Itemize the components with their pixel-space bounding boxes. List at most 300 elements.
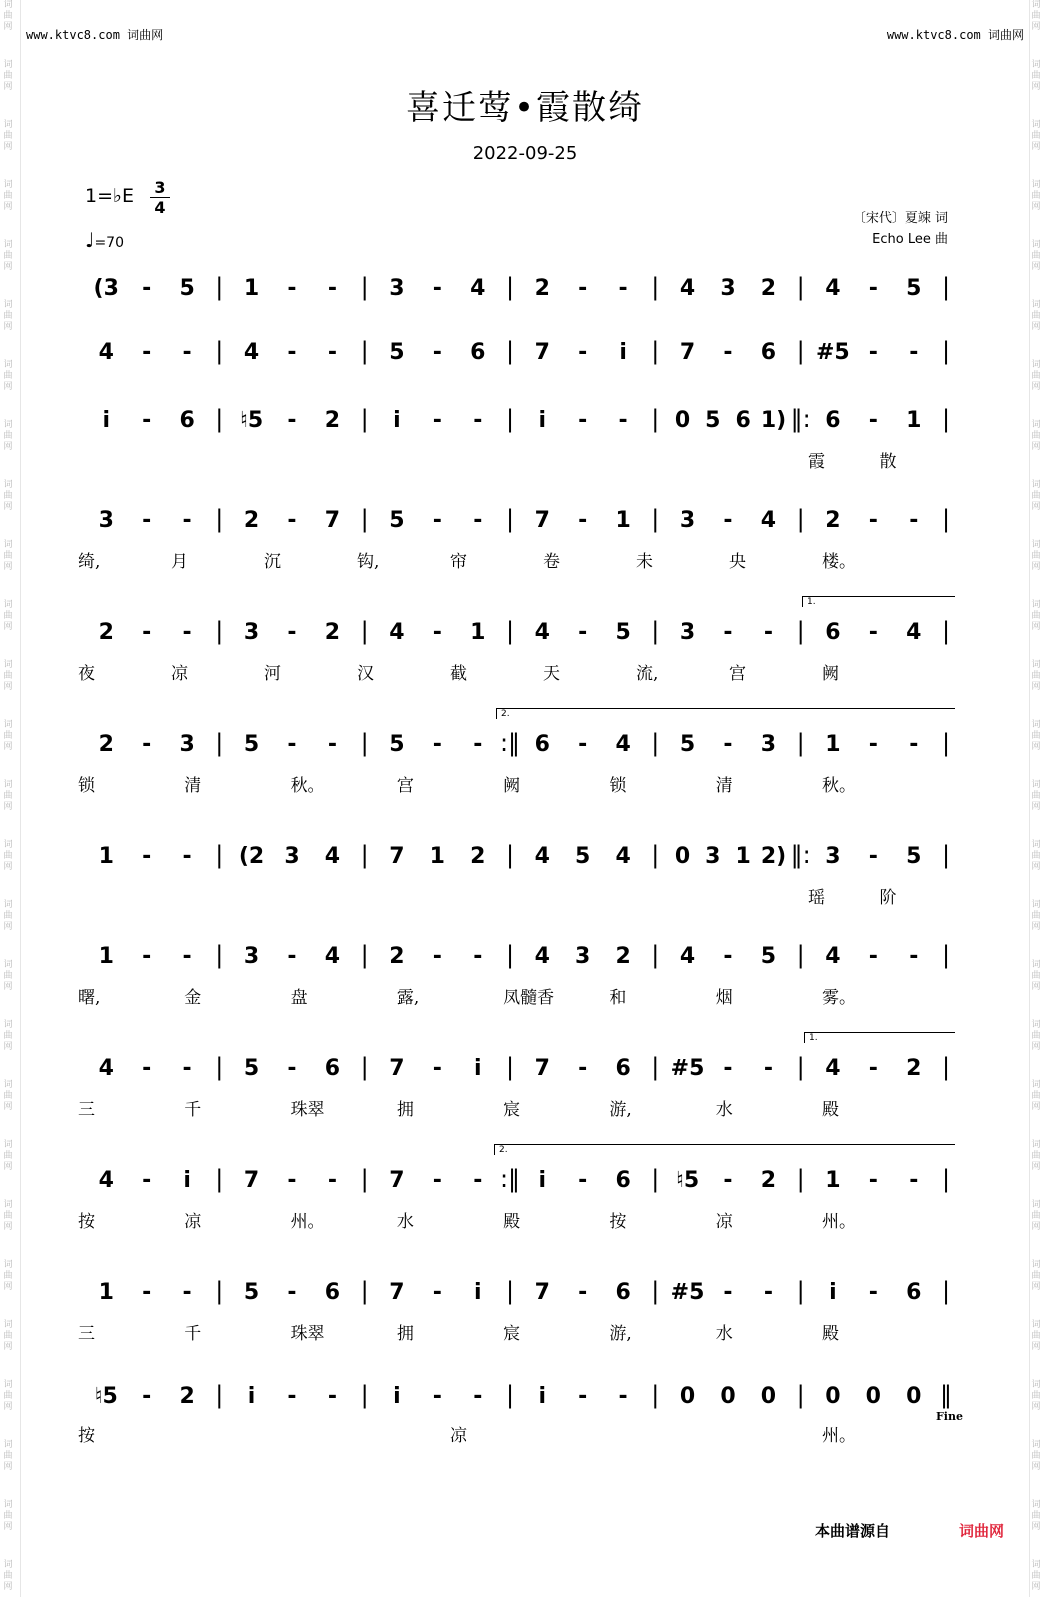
note: 1 (429, 844, 445, 869)
score-line (78, 332, 950, 382)
watermark-glyphs: 词 曲 网 (3, 1140, 13, 1172)
barline: :‖ (499, 729, 521, 757)
lyric-word: 卷 (543, 552, 560, 572)
lyric-word: 凉 (715, 1212, 733, 1232)
note: 3 (679, 508, 696, 533)
note: 5 (705, 408, 721, 433)
note: 5 (389, 340, 405, 365)
note: 5 (760, 944, 777, 969)
lyric-word: 秋。 (290, 776, 325, 796)
note: 7 (389, 1280, 405, 1305)
note: - (868, 408, 878, 433)
watermark-glyphs: 词 曲 网 (1031, 900, 1041, 932)
note: - (473, 1384, 483, 1409)
note: 4 (760, 508, 777, 533)
barline: | (796, 273, 805, 301)
note: 4 (825, 1056, 841, 1081)
note: - (723, 1168, 733, 1193)
barline: | (505, 841, 515, 869)
note: - (142, 1384, 152, 1409)
note: - (723, 1056, 733, 1081)
watermark-glyphs: 词 曲 网 (1031, 780, 1041, 812)
tempo-marking (85, 228, 124, 252)
watermark-glyphs: 词 曲 网 (1031, 60, 1041, 92)
note: 2 (760, 1168, 777, 1193)
lyric-word: 按 (78, 1426, 95, 1446)
notation-svg (78, 332, 950, 382)
note: 7 (534, 340, 550, 365)
lyric-word: 凉 (450, 1426, 467, 1446)
note: - (432, 944, 442, 969)
watermark-glyphs: 词 曲 网 (3, 180, 13, 212)
note: 7 (534, 1056, 550, 1081)
note: (3 (93, 276, 119, 301)
lyric-word: 阙 (822, 664, 839, 684)
lyric-word: 清 (184, 776, 202, 796)
note: 6 (179, 408, 195, 433)
lyric-word: 锁 (78, 776, 95, 796)
lyric-word: 雾。 (822, 988, 856, 1008)
note: 4 (324, 844, 341, 869)
note: - (327, 1384, 338, 1409)
note: - (182, 340, 192, 365)
song-title: 喜迁莺•霞散绮 (405, 88, 645, 128)
score-line (78, 1376, 950, 1426)
note: 6 (825, 408, 841, 433)
lyric-line (78, 547, 950, 572)
note: - (868, 844, 878, 869)
note: 4 (98, 1168, 114, 1193)
note: 6 (615, 1168, 631, 1193)
barline: | (796, 1277, 805, 1305)
lyric-word: 清 (715, 776, 733, 796)
watermark-glyphs: 词 曲 网 (3, 960, 13, 992)
note: #5 (670, 1280, 705, 1305)
note: 2 (615, 944, 631, 969)
lyric-line (78, 983, 950, 1008)
watermark-glyphs: 词 曲 网 (1031, 300, 1041, 332)
note: - (868, 1168, 878, 1193)
note: - (909, 944, 919, 969)
watermark-glyphs: 词 曲 网 (1031, 480, 1041, 512)
watermark-glyphs: 词 曲 网 (1031, 1200, 1041, 1232)
lyric-word: 散 (879, 452, 897, 472)
lyric-word: 锁 (609, 776, 627, 796)
watermark-glyphs: 词 曲 网 (3, 900, 13, 932)
barline: | (215, 1277, 224, 1305)
watermark-glyphs: 词 曲 网 (1031, 600, 1041, 632)
watermark-glyphs: 词 曲 网 (1031, 1080, 1041, 1112)
lyric-word: 水 (715, 1324, 733, 1344)
note: 7 (243, 1168, 260, 1193)
barline: | (651, 273, 660, 301)
barline: | (651, 841, 660, 869)
barline: | (941, 729, 951, 757)
note: - (618, 408, 628, 433)
barline: ‖ (940, 1381, 952, 1409)
note: 3 (284, 844, 300, 869)
note: i (474, 1280, 482, 1305)
barline: | (941, 1165, 951, 1193)
note: - (142, 1280, 152, 1305)
note: 6 (760, 340, 777, 365)
note: 7 (534, 508, 550, 533)
note: 6 (534, 732, 550, 757)
barline: | (360, 941, 369, 969)
watermark-glyphs: 词 曲 网 (3, 120, 13, 152)
note: 2 (760, 276, 777, 301)
watermark-glyphs: 词 曲 网 (3, 0, 13, 32)
watermark-glyphs: 词 曲 网 (1031, 1560, 1041, 1592)
notation-svg (78, 268, 950, 318)
lyric-word: 凉 (171, 664, 188, 684)
note: i (393, 408, 401, 433)
note: 0 (906, 1384, 922, 1409)
barline: | (360, 1165, 369, 1193)
note: 5 (179, 276, 195, 301)
note: - (578, 276, 588, 301)
barline: | (796, 1165, 805, 1193)
watermark-glyphs: 词 曲 网 (1031, 1500, 1041, 1532)
watermark-glyphs: 词 曲 网 (1031, 240, 1041, 272)
note: - (868, 340, 878, 365)
note: 1 (98, 844, 114, 869)
note: - (287, 1168, 297, 1193)
barline: | (360, 273, 369, 301)
score-line (78, 400, 950, 450)
note: - (473, 944, 483, 969)
lyric-word: 露, (396, 988, 420, 1008)
watermark-glyphs: 词 曲 网 (3, 1440, 13, 1472)
header-watermark-right[interactable]: www.ktvc8.com 词曲网 (886, 28, 1024, 42)
note: 3 (705, 844, 721, 869)
barline: | (941, 505, 951, 533)
note: - (473, 508, 483, 533)
lyric-word: 阶 (879, 888, 897, 908)
note: 6 (615, 1056, 631, 1081)
lyric-word: 水 (715, 1100, 733, 1120)
barline: | (505, 505, 515, 533)
watermark-glyphs: 词 曲 网 (1031, 0, 1041, 32)
barline: | (505, 273, 515, 301)
barline: :‖ (499, 1165, 521, 1193)
lyric-word: 珠翠 (290, 1324, 325, 1344)
barline: | (360, 729, 369, 757)
barline: | (796, 505, 805, 533)
barline: | (941, 841, 951, 869)
watermark-glyphs: 词 曲 网 (1031, 960, 1041, 992)
note: 1) (760, 408, 787, 433)
lyric-word: 钩, (357, 552, 380, 572)
watermark-glyphs: 词 曲 网 (3, 1320, 13, 1352)
note: - (723, 944, 733, 969)
note: 0 (674, 408, 691, 433)
lyric-word: 和 (609, 988, 627, 1008)
lyric-word: 拥 (396, 1100, 414, 1120)
watermark-glyphs: 词 曲 网 (3, 1560, 13, 1592)
note: 6 (324, 1056, 341, 1081)
note: - (432, 1384, 442, 1409)
note: 4 (679, 276, 696, 301)
barline: | (796, 617, 805, 645)
note: 4 (389, 620, 405, 645)
lyric-word: 殿 (503, 1212, 521, 1232)
note: 7 (534, 1280, 550, 1305)
watermark-glyphs: 词 曲 网 (1031, 1140, 1041, 1172)
time-signature-numerator: 3 (150, 178, 170, 198)
barline: | (215, 1053, 224, 1081)
note: 1 (615, 508, 631, 533)
note: - (868, 944, 878, 969)
lyric-word: 水 (396, 1212, 414, 1232)
barline: | (796, 941, 805, 969)
note: - (142, 844, 152, 869)
lyric-word: 盘 (290, 988, 308, 1008)
lyric-word: 央 (729, 552, 746, 572)
note: 0 (825, 1384, 841, 1409)
lyric-word: 宸 (503, 1324, 521, 1344)
score-line (78, 1160, 950, 1210)
lyric-word: 宸 (503, 1100, 521, 1120)
volta-bracket: 2. (494, 1144, 955, 1155)
barline: ‖: (790, 841, 811, 869)
note: - (473, 732, 483, 757)
note: 7 (389, 1168, 405, 1193)
note: - (142, 276, 152, 301)
note: 1 (825, 732, 841, 757)
watermark-glyphs: 词 曲 网 (3, 420, 13, 452)
note: - (868, 1280, 878, 1305)
notation-svg (78, 1160, 950, 1210)
note: 3 (720, 276, 736, 301)
note: 5 (389, 732, 405, 757)
lyric-word: 宫 (729, 664, 746, 684)
note: - (182, 620, 192, 645)
note: - (287, 620, 297, 645)
left-watermark-strip (2, 0, 21, 1597)
barline: | (796, 337, 805, 365)
note: - (327, 732, 338, 757)
note: - (723, 620, 733, 645)
note: - (473, 1168, 483, 1193)
volta-bracket: 2. (496, 708, 955, 719)
score-line (78, 936, 950, 986)
composer-credit: Echo Lee 曲 (872, 232, 948, 247)
note: 6 (825, 620, 841, 645)
note: - (287, 408, 297, 433)
note: 3 (243, 620, 260, 645)
watermark-glyphs: 词 曲 网 (1031, 120, 1041, 152)
watermark-glyphs: 词 曲 网 (1031, 1320, 1041, 1352)
note: 5 (906, 276, 922, 301)
watermark-glyphs: 词 曲 网 (1031, 660, 1041, 692)
barline: | (651, 505, 660, 533)
note: - (142, 1056, 152, 1081)
barline: | (215, 941, 224, 969)
barline: | (215, 273, 224, 301)
lyric-word: 夜 (78, 664, 95, 684)
note: 6 (615, 1280, 631, 1305)
note: - (578, 620, 588, 645)
note: - (723, 1280, 733, 1305)
notation-svg (78, 400, 950, 450)
watermark-glyphs: 词 曲 网 (1031, 720, 1041, 752)
watermark-glyphs: 词 曲 网 (1031, 1380, 1041, 1412)
barline: | (360, 617, 369, 645)
watermark-glyphs: 词 曲 网 (3, 1380, 13, 1412)
barline: | (360, 405, 369, 433)
barline: | (215, 337, 224, 365)
note: ♮5 (239, 408, 264, 433)
note: 4 (825, 276, 841, 301)
note: 2 (470, 844, 486, 869)
barline: | (360, 841, 369, 869)
note: - (142, 1168, 152, 1193)
note: 4 (534, 844, 550, 869)
note: - (909, 1168, 919, 1193)
watermark-glyphs: 词 曲 网 (3, 1500, 13, 1532)
note: - (327, 276, 338, 301)
lyric-word: 阙 (503, 776, 521, 796)
note: 5 (679, 732, 696, 757)
score-line (78, 836, 950, 886)
note: - (723, 508, 733, 533)
lyric-line (78, 1095, 950, 1120)
barline: | (796, 729, 805, 757)
note: - (578, 508, 588, 533)
note: i (183, 1168, 191, 1193)
score-line (78, 268, 950, 318)
notation-svg (78, 1376, 950, 1426)
barline: | (651, 1165, 660, 1193)
note: - (182, 1056, 192, 1081)
lyric-word: 烟 (715, 988, 733, 1008)
note: 3 (760, 732, 777, 757)
note: - (142, 408, 152, 433)
score-line (78, 724, 950, 774)
note: 5 (906, 844, 922, 869)
note: i (538, 1384, 546, 1409)
fine-marking: Fine (936, 1410, 963, 1423)
lyric-word: 州。 (822, 1212, 856, 1232)
watermark-glyphs: 词 曲 网 (1031, 1020, 1041, 1052)
note: 0 (865, 1384, 881, 1409)
note: - (182, 508, 192, 533)
lyric-word: 曙, (78, 988, 101, 1008)
note: - (182, 1280, 192, 1305)
barline: | (651, 337, 660, 365)
note: - (287, 276, 297, 301)
note: - (142, 944, 152, 969)
note: 1 (98, 1280, 114, 1305)
lyric-word: 殿 (822, 1324, 839, 1344)
note: - (763, 1280, 774, 1305)
barline: | (505, 337, 515, 365)
watermark-glyphs: 词 曲 网 (3, 360, 13, 392)
lyric-word: 楼。 (822, 552, 856, 572)
credits (853, 208, 948, 250)
note: 3 (679, 620, 696, 645)
note: 4 (679, 944, 696, 969)
note: 5 (243, 732, 260, 757)
barline: | (215, 505, 224, 533)
note: i (619, 340, 627, 365)
lyric-word: 宫 (396, 776, 414, 796)
note: - (432, 276, 442, 301)
note: 7 (324, 508, 341, 533)
watermark-glyphs: 词 曲 网 (3, 300, 13, 332)
note: 3 (179, 732, 195, 757)
barline: | (941, 617, 951, 645)
note: - (182, 844, 192, 869)
lyric-word: 州。 (290, 1212, 325, 1232)
note: - (578, 1384, 588, 1409)
note: - (909, 732, 919, 757)
note: 5 (243, 1056, 260, 1081)
note: i (474, 1056, 482, 1081)
note: #5 (816, 340, 850, 365)
note: 0 (674, 844, 691, 869)
barline: ‖: (790, 405, 811, 433)
note: i (538, 408, 546, 433)
notation-svg (78, 936, 950, 986)
time-signature-denominator: 4 (154, 198, 166, 217)
watermark-glyphs: 词 曲 网 (1031, 420, 1041, 452)
barline: | (941, 1277, 951, 1305)
lyric-word: 凉 (184, 1212, 202, 1232)
note: 2 (534, 276, 550, 301)
barline: | (360, 1381, 369, 1409)
notation-svg (78, 500, 950, 550)
note: 1 (735, 844, 751, 869)
lyric-word: 流, (636, 664, 659, 684)
barline: | (651, 1277, 660, 1305)
lyric-word: 三 (78, 1324, 95, 1344)
header-watermark-left[interactable]: www.ktvc8.com 词曲网 (26, 28, 164, 42)
lyric-word: 千 (184, 1324, 202, 1344)
watermark-glyphs: 词 曲 网 (1031, 540, 1041, 572)
note: - (723, 340, 733, 365)
footer-brand-link[interactable]: 词曲网 (958, 1522, 1004, 1540)
barline: | (941, 405, 951, 433)
lyricist-credit: 〔宋代〕夏竦 词 (852, 211, 948, 226)
lyric-line (78, 1421, 950, 1446)
note: 2 (324, 620, 341, 645)
note: - (287, 944, 297, 969)
note: - (578, 1168, 588, 1193)
notation-svg (78, 1048, 950, 1098)
lyric-word: 帘 (450, 552, 467, 572)
note: - (287, 508, 297, 533)
note: 4 (615, 844, 631, 869)
lyric-line (78, 883, 950, 908)
barline: | (360, 1053, 369, 1081)
lyric-line (78, 659, 950, 684)
note: - (432, 508, 442, 533)
lyric-word: 月 (171, 552, 188, 572)
note: - (432, 620, 442, 645)
note: 3 (389, 276, 405, 301)
key-signature: 1=♭E (85, 185, 134, 207)
lyric-word: 珠翠 (290, 1100, 325, 1120)
note: 1 (98, 944, 114, 969)
note: - (142, 732, 152, 757)
lyric-word: 汉 (357, 664, 374, 684)
footer-source-text: 本曲谱源自 (814, 1522, 890, 1540)
note: - (432, 408, 442, 433)
watermark-glyphs: 词 曲 网 (3, 240, 13, 272)
note: - (287, 340, 297, 365)
